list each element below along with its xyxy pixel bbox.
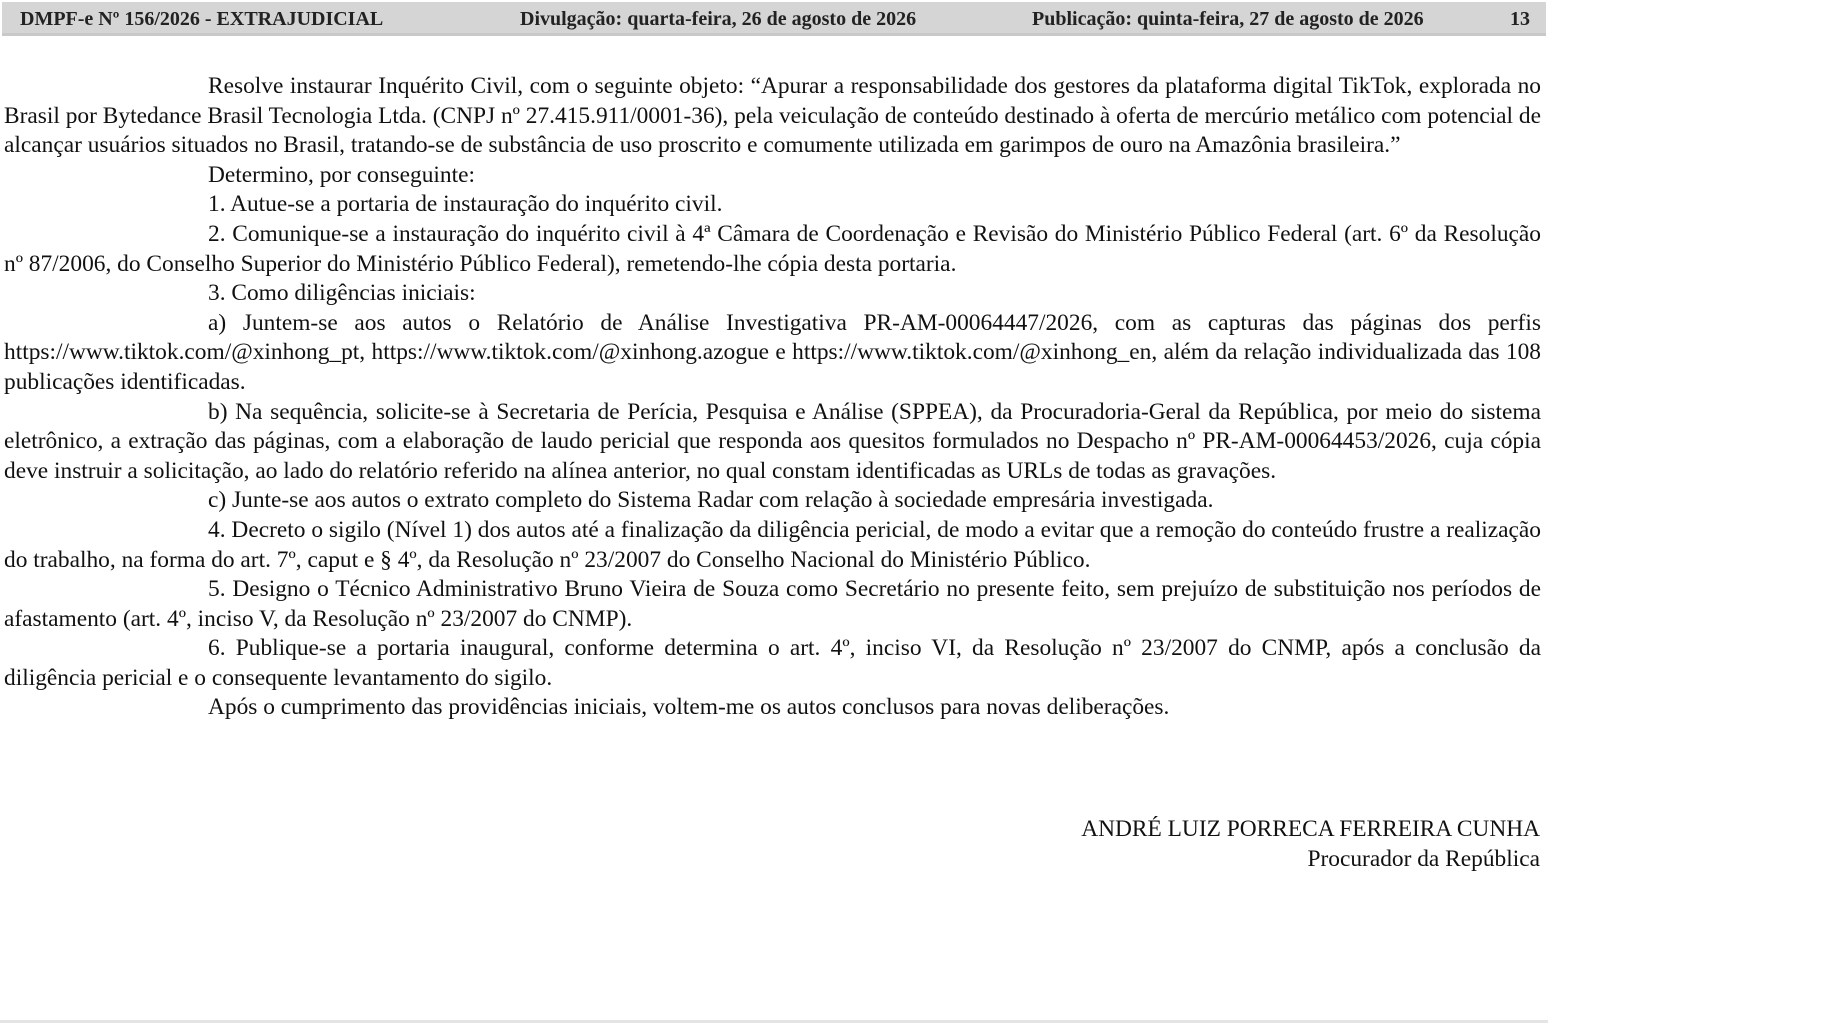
document-body — [4, 72, 1541, 723]
paragraph-item-2: 2. Comunique-se a instauração do inquérito civil à 4ª Câmara de Coordenação e Revisão do Ministério Público Federal (art. 6º da Resolução nº 87/2006, do Conselho Superior do Ministério Público Federal), remetendo-lhe cópia desta portaria. — [4, 220, 1541, 277]
signature-block — [1081, 814, 1540, 874]
paragraph-item-3c: c) Junte-se aos autos o extrato completo do Sistema Radar com relação à sociedade empresária investigada. — [208, 487, 1214, 514]
document-header — [2, 2, 1546, 36]
paragraph-item-5: 5. Designo o Técnico Administrativo Bruno Vieira de Souza como Secretário no presente feito, sem prejuízo de substituição nos períodos de afastamento (art. 4º, inciso V, da Resolução nº 23/2007 do CNMP). — [4, 576, 1541, 632]
divulgacao-date: Divulgação: quarta-feira, 26 de agosto de 2026 — [520, 8, 917, 30]
paragraph-item-3b: b) Na sequência, solicite-se à Secretaria de Perícia, Pesquisa e Análise (SPPEA), da Procuradoria-Geral da República, por meio do sistema eletrônico, a extração das páginas, com a elaboração de laudo pericial que responda aos quesitos formulados no Despacho nº PR-AM-00064453/2026, cuja cópia deve instruir a solicitação, ao lado do relatório referido na alínea anterior, no qual constam identificadas as URLs de todas as gravações. — [4, 398, 1541, 484]
edition-label: DMPF-e Nº 156/2026 - EXTRAJUDICIAL — [20, 8, 384, 30]
paragraph-item-3a: a) Juntem-se aos autos o Relatório de Análise Investigativa PR-AM-00064447/2026, com as capturas das páginas dos perfis https://www.tiktok.com/@xinhong_pt, https://www.tiktok.com/@xinhong.azogue e https://www.tiktok.com/@xinhong_en, além da relação individualizada das 108 publicações identificadas. — [4, 309, 1541, 395]
paragraph-item-3: 3. Como diligências iniciais: — [208, 280, 476, 307]
paragraph-closing: Após o cumprimento das providências iniciais, voltem-me os autos conclusos para novas deliberações. — [208, 694, 1170, 721]
signatory-role: Procurador da República — [1307, 846, 1540, 872]
paragraph-item-1: 1. Autue-se a portaria de instauração do inquérito civil. — [208, 191, 723, 218]
bottom-divider — [0, 1020, 1548, 1023]
paragraph-item-6: 6. Publique-se a portaria inaugural, conforme determina o art. 4º, inciso VI, da Resolução nº 23/2007 do CNMP, após a conclusão da diligência pericial e o consequente levantamento do sigilo. — [4, 635, 1541, 691]
signatory-name: ANDRÉ LUIZ PORRECA FERREIRA CUNHA — [1081, 816, 1540, 842]
paragraph-objeto: Resolve instaurar Inquérito Civil, com o seguinte objeto: “Apurar a responsabilidade dos gestores da plataforma digital TikTok, explorada no Brasil por Bytedance Brasil Tecnologia Ltda. (CNPJ nº 27.415.911/0001-36), pela veiculação de conteúdo destinado à oferta de mercúrio metálico com potencial de alcançar usuários situados no Brasil, tratando-se de substância de uso proscrito e comumente utilizada em garimpos de ouro na Amazônia brasileira.” — [4, 73, 1541, 159]
page-number: 13 — [1510, 8, 1530, 30]
publicacao-date: Publicação: quinta-feira, 27 de agosto de 2026 — [1032, 8, 1424, 30]
paragraph-determino: Determino, por conseguinte: — [208, 161, 475, 188]
paragraph-item-4: 4. Decreto o sigilo (Nível 1) dos autos até a finalização da diligência pericial, de modo a evitar que a remoção do conteúdo frustre a realização do trabalho, na forma do art. 7º, caput e § 4º, da Resolução nº 23/2007 do Conselho Nacional do Ministério Público. — [4, 516, 1541, 573]
